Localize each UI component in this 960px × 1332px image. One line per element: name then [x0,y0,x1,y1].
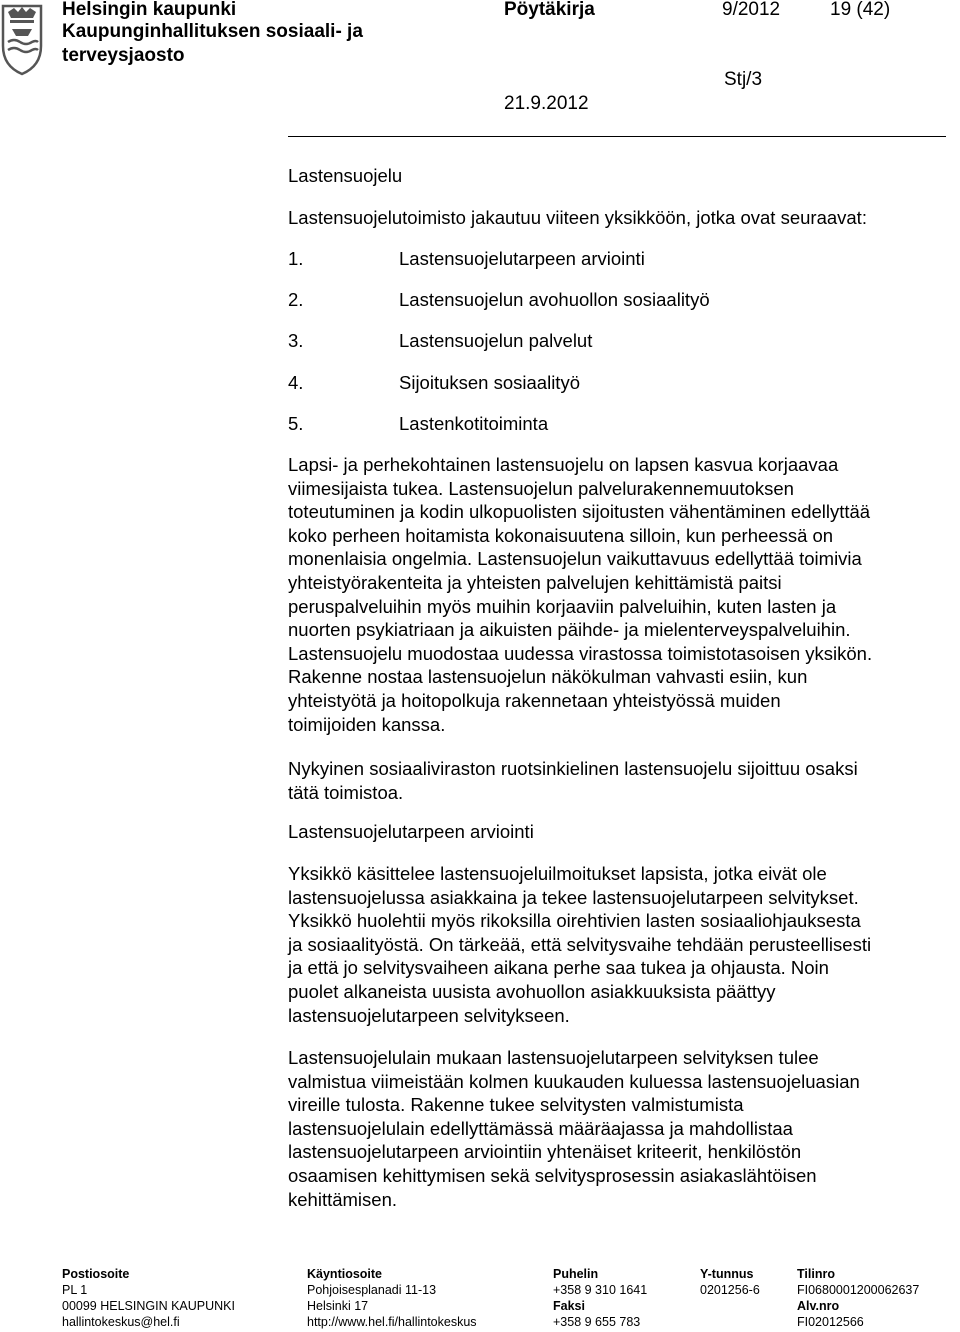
text-line: Lastensuojelu muodostaa uudessa virastossa toimistotasoisen yksikön. [288,642,873,664]
text-line: ja että jo selvitysvaiheen aikana perhe saa tukea ja ohjausta. Noin [288,957,829,979]
list-item-number: 4. [288,372,304,393]
footer-line: FI0680001200062637 [797,1283,920,1297]
paragraph-assessment-unit [288,862,950,1027]
footer-label: Faksi [553,1299,585,1313]
paragraph-child-protection [288,453,950,736]
text-line: yhteistyörakenteita ja yhteisten palvelujen kehittämistä paitsi [288,571,782,593]
footer-line: PL 1 [62,1283,88,1297]
intro-paragraph: Lastensuojelutoimisto jakautuu viiteen yksikköön, jotka ovat seuraavat: [288,207,867,228]
text-line: ja sosiaalityöstä. On tärkeää, että selvitysvaihe tehdään perusteellisesti [288,933,872,955]
document-number: 9/2012 [722,0,781,20]
section-code: Stj/3 [724,69,763,90]
text-line: monenlaisia ongelmia. Lastensuojelun vaikuttavuus edellyttää toimivia [288,548,862,570]
footer-account [797,1266,919,1330]
footer-email[interactable]: hallintokeskus@hel.fi [62,1315,180,1329]
text-line: osaamisen kehittymisen sekä selvitysprosessin asiakaslähtöisen [288,1164,817,1186]
text-line: toteutuminen ja kodin ulkopuolisten sijoitusten vähentäminen edellyttää [288,501,871,523]
text-line: Nykyinen sosiaaliviraston ruotsinkielinen lastensuojelu sijoittuu osaksi [288,758,858,779]
text-line: yhteistyötä ja hoitopolkuja rakennetaan yhteistyössä muiden [288,689,781,711]
text-line: Lapsi- ja perhekohtainen lastensuojelu on lapsen kasvua korjaavaa [288,454,839,475]
subsection-heading: Lastensuojelutarpeen arviointi [288,821,534,842]
footer-website-link[interactable]: http://www.hel.fi/hallintokeskus [307,1315,477,1329]
text-line: Yksikkö huolehtii myös rikoksilla oirehtivien lasten sosiaaliohjauksesta [288,910,861,932]
footer-line: Pohjoisesplanadi 11-13 [307,1283,437,1297]
footer-label: Y-tunnus [700,1267,754,1281]
page-number: 19 (42) [830,0,891,20]
text-line: lastensuojelussa asiakkaina ja tekee lastensuojelutarpeen selvitykset. [288,886,859,908]
text-line: lastensuojelulain edellyttämässä määräajassa ja mahdollistaa [288,1117,793,1139]
text-line: koko perheen hoitamista kokonaisuutena silloin, kun perheessä on [288,524,834,546]
section-heading: Lastensuojelu [288,165,403,186]
footer-postal-address [62,1266,235,1330]
list-item-text: Lastensuojelun avohuollon sosiaalityö [399,289,710,310]
text-line: viimesijaista tukea. Lastensuojelun palvelurakennemuutoksen [288,477,794,499]
list-item-text: Lastensuojelutarpeen arviointi [399,248,645,269]
list-item-text: Sijoituksen sosiaalityö [399,372,580,393]
org-name-line3: terveysjaosto [62,45,185,66]
text-line: puolet alkaneista uusista avohuollon asiakkuuksista päättyy [288,980,776,1002]
header-divider [288,136,946,137]
footer-line: Helsinki 17 [307,1299,369,1313]
list-item-number: 1. [288,248,304,269]
org-name-line2: Kaupunginhallituksen sosiaali- ja [62,21,363,42]
footer-line: +358 9 310 1641 [553,1283,648,1297]
text-line: lastensuojelutarpeen arviointiin yhtenäiset kriteerit, henkilöstön [288,1141,802,1163]
text-line: vireille tulosta. Rakenne tukee selvitysten valmistumista [288,1094,744,1116]
footer-line: +358 9 655 783 [553,1315,641,1329]
list-item-number: 3. [288,330,304,351]
footer-label: Käyntiosoite [307,1267,383,1281]
meeting-date: 21.9.2012 [504,93,589,114]
text-line: Rakenne nostaa lastensuojelun näkökulman vahvasti esiin, kun [288,666,808,688]
text-line: peruspalveluihin myös muihin korjaaviin palveluihin, kuten lasten ja [288,595,837,617]
footer-business-id [700,1266,760,1298]
text-line: nuorten psykiatriaan ja aikuisten päihde- ja mielenterveyspalveluihin. [288,619,851,641]
text-line: toimijoiden kanssa. [288,713,446,735]
list-item-number: 2. [288,289,304,310]
paragraph-swedish-unit [288,757,950,804]
document-type: Pöytäkirja [504,0,595,20]
footer-line: 00099 HELSINGIN KAUPUNKI [62,1299,235,1313]
text-line: Yksikkö käsittelee lastensuojeluilmoitukset lapsista, jotka eivät ole [288,863,827,884]
text-line: lastensuojelutarpeen selvitykseen. [288,1004,570,1026]
list-item-number: 5. [288,413,304,434]
footer-label: Tilinro [797,1267,835,1281]
footer-label: Puhelin [553,1267,599,1281]
footer-label: Alv.nro [797,1299,840,1313]
text-line: valmistua viimeistään kolmen kuukauden kuluessa lastensuojeluasian [288,1070,860,1092]
footer-line: 0201256-6 [700,1283,760,1297]
footer-line: FI02012566 [797,1315,864,1329]
paragraph-child-welfare-act [288,1046,950,1211]
footer-label: Postiosoite [62,1267,130,1281]
list-item-text: Lastenkotitoiminta [399,413,549,434]
text-line: kehittämisen. [288,1188,397,1210]
helsinki-coat-of-arms-logo [0,2,44,76]
text-line: Lastensuojelulain mukaan lastensuojelutarpeen selvityksen tulee [288,1047,819,1068]
org-name-line1: Helsingin kaupunki [62,0,237,20]
text-line: tätä toimistoa. [288,781,404,803]
footer-phone [553,1266,647,1330]
footer-visiting-address [307,1266,477,1330]
list-item-text: Lastensuojelun palvelut [399,330,593,351]
